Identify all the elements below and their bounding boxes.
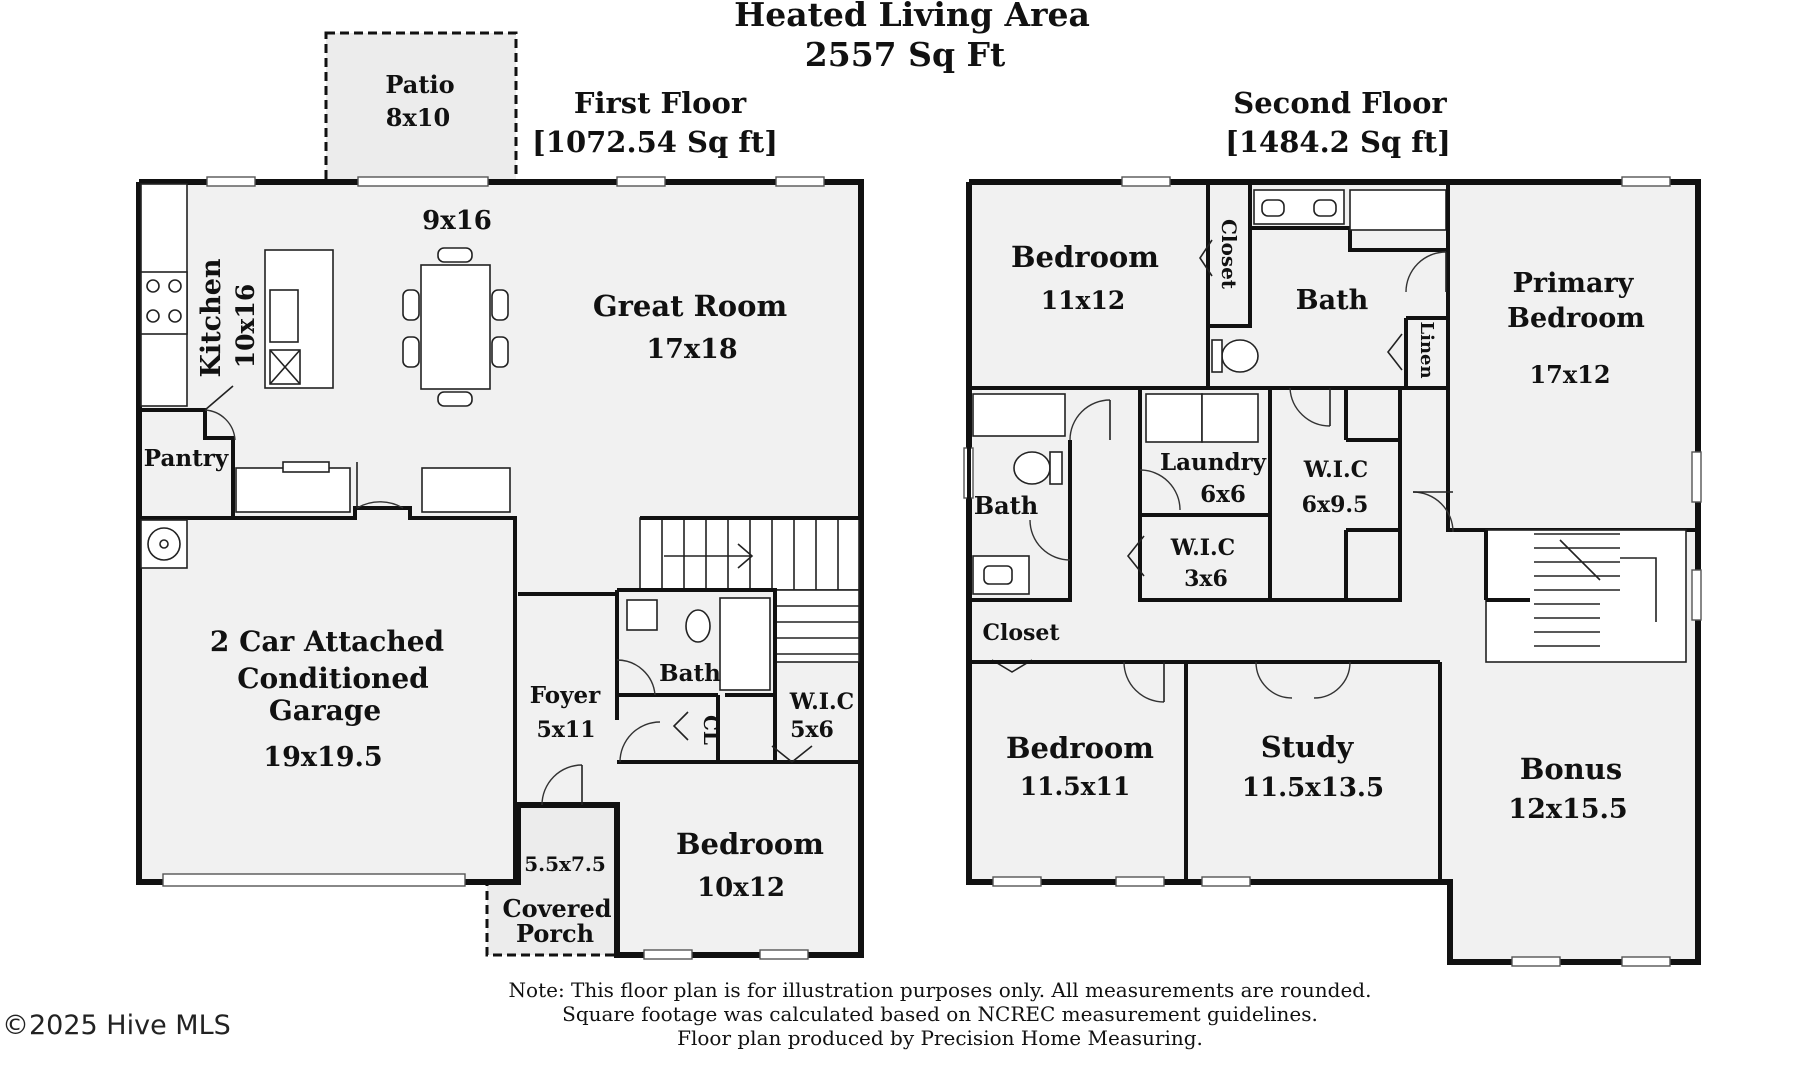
laundry-dims: 6x6 (1200, 481, 1246, 508)
first-floor-plan (139, 33, 861, 959)
bedroom-label: Bedroom (676, 827, 824, 861)
porch-label-1: Covered (502, 894, 612, 923)
wic-dims: 5x6 (790, 717, 834, 743)
porch-dims: 5.5x7.5 (524, 852, 606, 876)
window (760, 950, 808, 959)
kitchen-dims: 10x16 (231, 283, 260, 369)
first-floor-area: [1072.54 Sq ft] (532, 125, 778, 159)
foyer-label: Foyer (529, 682, 601, 709)
garage-door (163, 874, 465, 886)
garage-dims: 19x19.5 (263, 742, 383, 773)
bath-label: Bath (659, 660, 721, 687)
primary-label-1: Primary (1512, 268, 1634, 299)
laundry-label: Laundry (1159, 449, 1267, 476)
second-floor-plan (964, 86, 1701, 966)
bedroom-dims: 10x12 (697, 873, 785, 903)
primary-label-2: Bedroom (1507, 303, 1645, 334)
wic2-label: W.I.C (1170, 535, 1236, 561)
wic1-label: W.I.C (1303, 457, 1369, 483)
pantry-label: Pantry (143, 445, 229, 472)
window (207, 177, 255, 186)
bonus-dims: 12x15.5 (1508, 794, 1628, 825)
window (617, 177, 665, 186)
bath2-label: Bath (973, 491, 1039, 520)
second-floor-title: Second Floor (1233, 86, 1447, 120)
foyer-dims: 5x11 (536, 717, 596, 743)
primary-dims: 17x12 (1529, 360, 1611, 389)
disclaimer-line-2: Square footage was calculated based on NCREC measurement guidelines. (562, 1002, 1318, 1026)
wic2-dims: 3x6 (1184, 566, 1228, 592)
wic-label: W.I.C (789, 689, 855, 715)
study-dims: 11.5x13.5 (1241, 773, 1385, 803)
closet2-label: Closet (982, 620, 1060, 646)
copyright-watermark: ©2025 Hive MLS (2, 1010, 231, 1041)
great-room-dims: 17x18 (646, 334, 738, 365)
wic1-dims: 6x9.5 (1301, 492, 1369, 518)
dining-table (421, 265, 490, 389)
closet1-label: Closet (1217, 218, 1241, 290)
bedroom1-label: Bedroom (1011, 240, 1159, 274)
window (644, 950, 692, 959)
garage-label-3: Garage (268, 694, 382, 727)
study-label: Study (1260, 730, 1354, 764)
first-floor-title: First Floor (573, 86, 747, 120)
total-area: 2557 Sq Ft (804, 35, 1006, 74)
great-room-label: Great Room (592, 289, 788, 323)
bonus-label: Bonus (1519, 752, 1623, 786)
plan-title: Heated Living Area (734, 0, 1090, 34)
kitchen-label: Kitchen (196, 258, 227, 378)
closet-label: CL (699, 715, 723, 745)
kitchen-sink (270, 290, 298, 342)
bedroom2-label: Bedroom (1006, 731, 1154, 765)
porch-label-2: Porch (515, 919, 595, 948)
second-floor-area: [1484.2 Sq ft] (1225, 125, 1451, 159)
dining-dims: 9x16 (422, 206, 492, 236)
window (358, 177, 488, 186)
garage-label-1: 2 Car Attached (209, 625, 445, 658)
bath1-label: Bath (1295, 285, 1369, 316)
window (776, 177, 824, 186)
patio-label: Patio (385, 70, 455, 99)
patio-dims: 8x10 (385, 103, 451, 132)
bedroom2-dims: 11.5x11 (1019, 772, 1131, 801)
linen-label: Linen (1416, 321, 1437, 379)
garage-label-2: Conditioned (237, 662, 429, 695)
disclaimer-line-3: Floor plan produced by Precision Home Measuring. (677, 1026, 1203, 1050)
disclaimer-line-1: Note: This floor plan is for illustration purposes only. All measurements are rounded. (508, 978, 1372, 1002)
bedroom1-dims: 11x12 (1040, 286, 1126, 315)
cooktop (141, 272, 187, 334)
